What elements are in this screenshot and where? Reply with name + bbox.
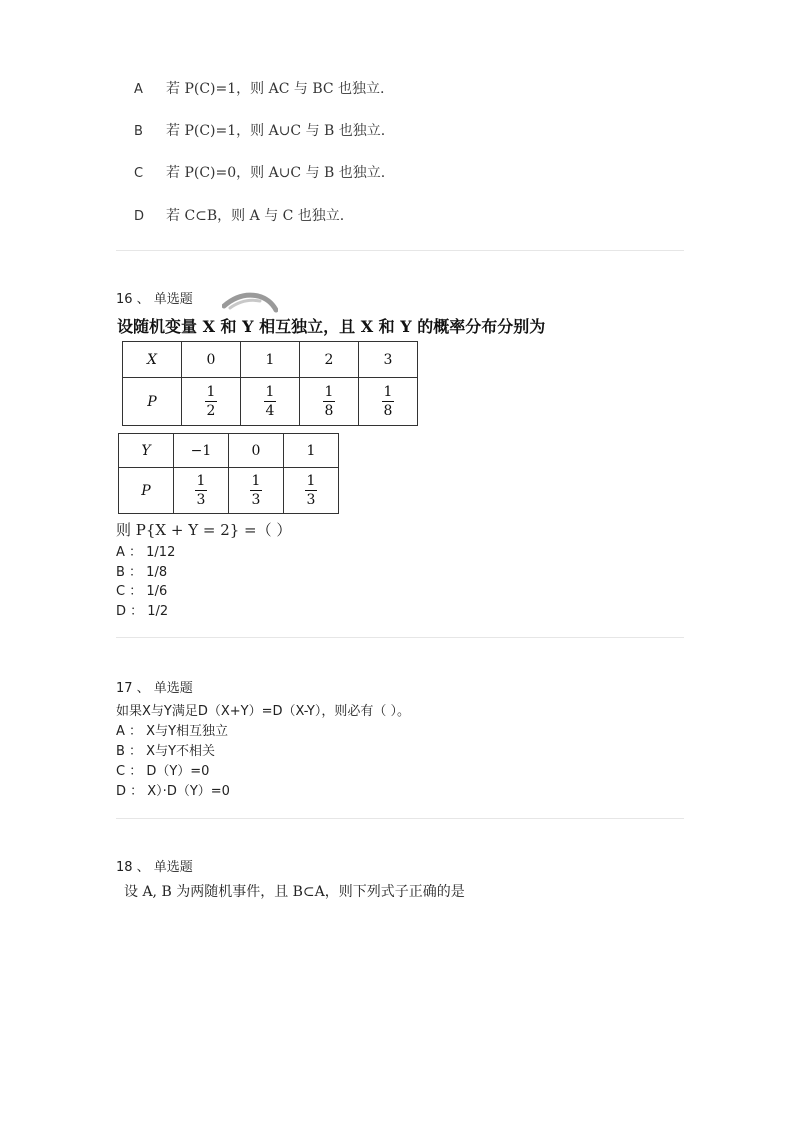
table-cell: 3 <box>359 342 418 378</box>
q16-option-a[interactable]: A ： 1/12 <box>116 545 176 560</box>
q17-option-c[interactable]: C ： D（Y）=0 <box>116 764 210 779</box>
fraction: $\frac{1}{3}$ <box>306 472 316 508</box>
table-cell: 0 <box>182 342 241 378</box>
option-text: 若 C⊂B，则 A 与 C 也独立. <box>166 208 345 224</box>
table-cell <box>174 468 229 514</box>
option-letter: A <box>134 82 143 97</box>
q16-option-d[interactable]: D ： 1/2 <box>116 604 169 619</box>
q18-header: 18 、 单选题 <box>116 860 193 875</box>
distribution-table-y <box>118 433 339 514</box>
q16-option-b[interactable]: B ： 1/8 <box>116 565 168 580</box>
table-cell: 0 <box>229 434 284 468</box>
table-cell: −1 <box>174 434 229 468</box>
option-letter: C <box>134 166 144 181</box>
table-cell <box>229 468 284 514</box>
q16-header: 16 、 单选题 <box>116 292 193 307</box>
table-cell <box>241 378 300 426</box>
option-text: 若 P(C)=0，则 A∪C 与 B 也独立. <box>166 165 386 181</box>
table-cell <box>359 378 418 426</box>
table-prob-label: P <box>123 378 182 426</box>
fraction: $\frac{1}{8}$ <box>324 383 334 419</box>
fraction: $\frac{1}{2}$ <box>206 383 216 419</box>
divider <box>116 250 684 251</box>
table-var-label: X <box>123 342 182 378</box>
q15-option-d[interactable] <box>134 205 344 225</box>
table-cell: 2 <box>300 342 359 378</box>
table-cell: 1 <box>284 434 339 468</box>
q17-stem: 如果X与Y满足D（X+Y）=D（X-Y），则必有（ ）。 <box>116 704 410 719</box>
table-var-label: Y <box>119 434 174 468</box>
table-cell <box>284 468 339 514</box>
q17-option-d[interactable]: D ： X）·D（Y）=0 <box>116 784 230 799</box>
table-prob-label: P <box>119 468 174 514</box>
q15-option-c[interactable] <box>134 162 385 182</box>
q15-option-a[interactable] <box>134 78 384 98</box>
q16-option-c[interactable]: C ： 1/6 <box>116 584 168 599</box>
q17-header: 17 、 单选题 <box>116 681 193 696</box>
table-cell: 1 <box>241 342 300 378</box>
q16-stem: 设随机变量 X 和 Y 相互独立，且 X 和 Y 的概率分布分别为 <box>117 317 546 336</box>
q17-option-a[interactable]: A ： X与Y相互独立 <box>116 724 229 739</box>
scribble-mark-icon <box>222 290 278 314</box>
option-text: 若 P(C)=1，则 A∪C 与 B 也独立. <box>166 123 386 139</box>
option-letter: D <box>134 209 145 224</box>
divider <box>116 637 684 638</box>
q18-stem: 设 A, B 为两随机事件，且 B⊂A，则下列式子正确的是 <box>124 884 465 900</box>
fraction: $\frac{1}{3}$ <box>251 472 261 508</box>
option-letter: B <box>134 124 143 139</box>
q15-option-b[interactable] <box>134 120 385 140</box>
fraction: $\frac{1}{4}$ <box>265 383 275 419</box>
divider <box>116 818 684 819</box>
distribution-table-x <box>122 341 418 426</box>
table-cell <box>300 378 359 426</box>
fraction: $\frac{1}{8}$ <box>383 383 393 419</box>
q16-question: 则 P{X + Y = 2} =（ ） <box>116 521 292 539</box>
q17-option-b[interactable]: B ： X与Y不相关 <box>116 744 216 759</box>
fraction: $\frac{1}{3}$ <box>196 472 206 508</box>
option-text: 若 P(C)=1，则 AC 与 BC 也独立. <box>166 81 385 97</box>
table-cell <box>182 378 241 426</box>
